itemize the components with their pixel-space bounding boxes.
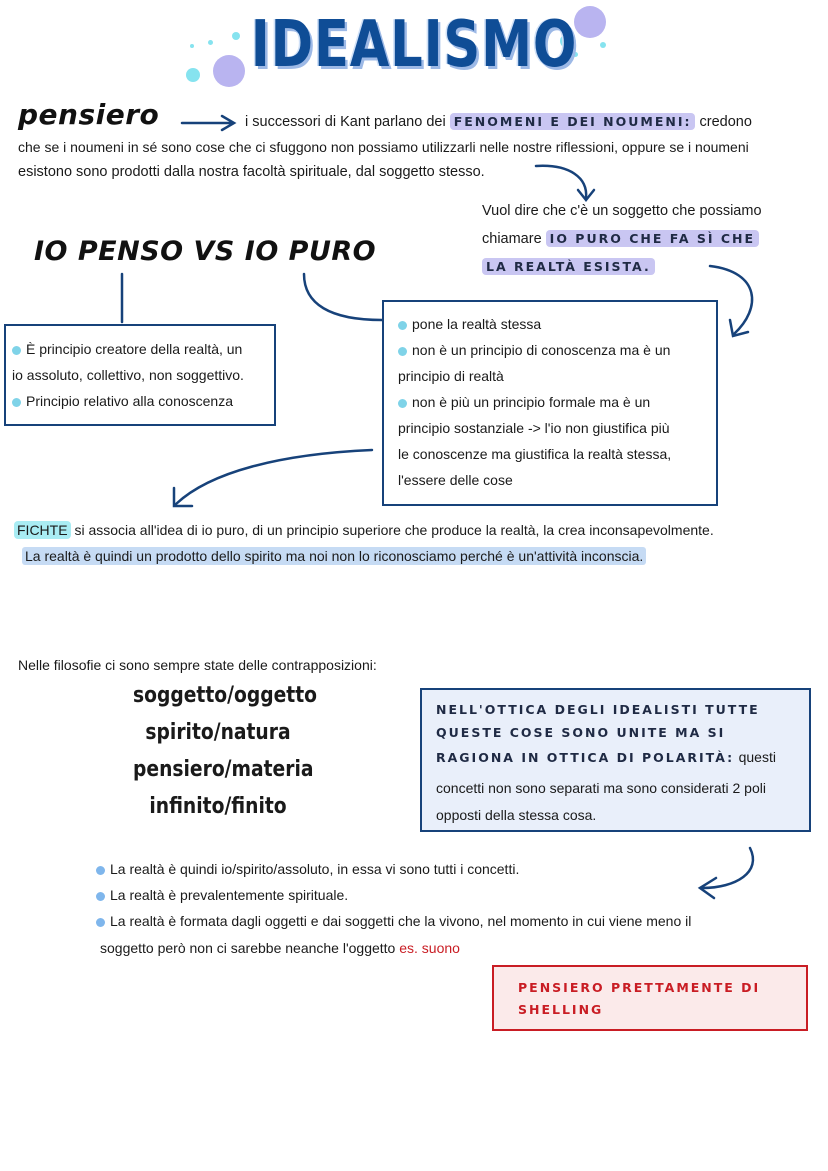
conclusione-2: La realtà è prevalentemente spirituale. (96, 882, 348, 908)
io-penso-item-2: Principio relativo alla conoscenza (12, 388, 268, 414)
fichte-line-2: La realtà è quindi un prodotto dello spirito ma noi non lo riconosciamo perché è un'attività inconscia. (22, 543, 646, 569)
idealisti-line-1: NELL'OTTICA DEGLI IDEALISTI TUTTE (436, 702, 760, 717)
io-puro-item-2-cont: principio di realtà (398, 368, 504, 384)
curved-arrow-icon (690, 842, 770, 902)
pair-2: spirito/natura (145, 720, 291, 745)
fichte-name: FICHTE (14, 521, 71, 539)
example-label: es. suono (399, 940, 460, 956)
fichte-line-1: FICHTE si associa all'idea di io puro, di un principio superiore che produce la realtà, la crea inconsapevolmente. (14, 517, 714, 543)
io-puro-item-1: pone la realtà stessa (398, 311, 702, 337)
contrapposizioni-list (118, 677, 318, 825)
shelling-line-2: SHELLING (518, 1002, 604, 1017)
conclusione-3: La realtà è formata dagli oggetti e dai soggetti che la vivono, nel momento in cui viene meno il (96, 908, 691, 934)
io-penso-item-1-cont: io assoluto, collettivo, non soggettivo. (12, 367, 244, 383)
connector-lines (0, 270, 400, 330)
pensiero-heading: pensiero (18, 98, 160, 131)
page-title: IDEALISMO (250, 8, 578, 82)
pair-1: soggetto/oggetto (133, 683, 318, 708)
idealisti-line-3: RAGIONA IN OTTICA DI POLARITÀ: questi (436, 749, 776, 765)
io-puro-box (382, 300, 718, 506)
io-penso-box (4, 324, 276, 426)
curved-arrow-icon (160, 440, 380, 520)
vuol-dire-line-2: chiamare IO PURO CHE FA SÌ CHE (482, 226, 759, 252)
shelling-box (492, 965, 808, 1031)
vuol-dire-line-3: LA REALTÀ ESISTA. (482, 254, 655, 280)
idealisti-line-2: QUESTE COSE SONO UNITE MA SI (436, 725, 726, 740)
pensiero-line-2: che se i noumeni in sé sono cose che ci sfuggono non possiamo utilizzarli nelle nostre riflessioni, oppure se i noumeni (18, 139, 749, 155)
pair-3: pensiero/materia (133, 757, 314, 782)
io-puro-item-3-cont-3: l'essere delle cose (398, 472, 513, 488)
io-puro-item-2: non è un principio di conoscenza ma è un (398, 337, 702, 363)
io-penso-item-1: È principio creatore della realtà, un (12, 336, 268, 362)
pensiero-line-3: esistono sono prodotti dalla nostra facoltà spirituale, dal soggetto stesso. (18, 164, 485, 180)
io-puro-item-3-cont-2: le conoscenze ma giustifica la realtà stessa, (398, 446, 672, 462)
contrapposizioni-intro: Nelle filosofie ci sono sempre state delle contrapposizioni: (18, 657, 377, 673)
shelling-line-1: PENSIERO PRETTAMENTE DI (518, 980, 761, 995)
pensiero-line-1: i successori di Kant parlano dei FENOMENI E DEI NOUMENI: credono (245, 114, 752, 130)
io-puro-item-3: non è più un principio formale ma è un (398, 389, 702, 415)
io-puro-item-3-cont-1: principio sostanziale -> l'io non giustifica più (398, 420, 670, 436)
vuol-dire-line-1: Vuol dire che c'è un soggetto che possiamo (482, 203, 762, 219)
idealisti-line-4: concetti non sono separati ma sono considerati 2 poli (436, 780, 766, 796)
pair-4: infinito/finito (149, 794, 287, 819)
conclusione-1: La realtà è quindi io/spirito/assoluto, in essa vi sono tutti i concetti. (96, 856, 519, 882)
io-penso-vs-io-puro-heading: IO PENSO VS IO PURO (34, 236, 377, 267)
conclusione-3-cont: soggetto però non ci sarebbe neanche l'oggetto es. suono (100, 940, 460, 956)
idealisti-line-5: opposti della stessa cosa. (436, 807, 597, 823)
idealisti-box (420, 688, 811, 832)
arrow-right-icon (180, 112, 240, 132)
